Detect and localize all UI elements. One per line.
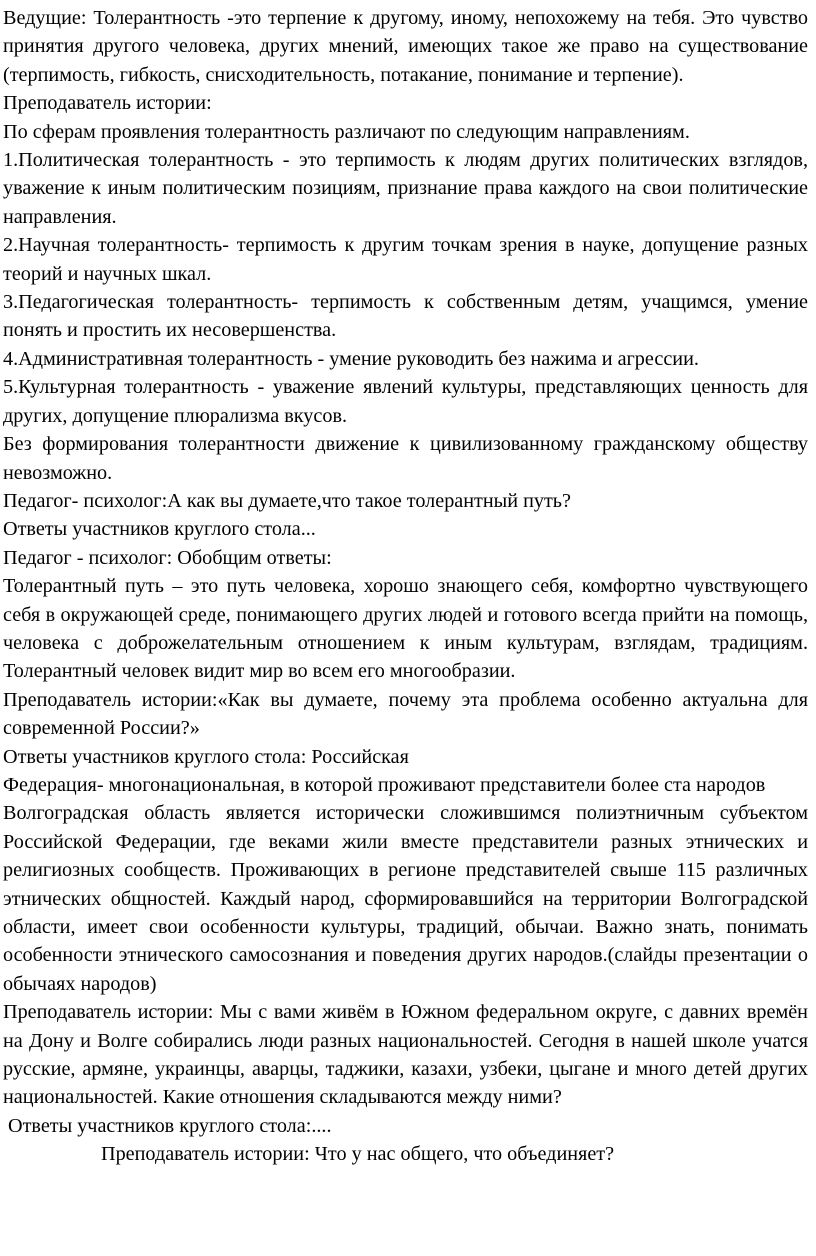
paragraph-southern-district: Преподаватель истории: Мы с вами живём в Южном федеральном округе, с давних времён на Дону и Волге собирались люди разных национальностей. Сегодня в нашей школе учатся русские, армяне, украинцы, аварцы, таджики, казахи, узбеки, цыгане и много детей других национальностей. Какие отношения складываются между ними? xyxy=(3,1001,808,1109)
paragraph-administrative-tolerance: 4.Административная толерантность - умение руководить без нажима и агрессии. xyxy=(3,347,699,370)
paragraph-psychologist-summary: Педагог - психолог: Обобщим ответы: xyxy=(3,546,332,569)
paragraph-history-teacher-label: Преподаватель истории: xyxy=(3,92,212,115)
paragraph-federation-multinational: Федерация- многонациональная, в которой проживают представители более ста народов xyxy=(3,773,766,796)
paragraph-history-teacher-question: Преподаватель истории:«Как вы думаете, почему эта проблема особенно актуальна для современной России?» xyxy=(3,688,808,740)
paragraph-civil-society: Без формирования толерантности движение к цивилизованному гражданскому обществу невозможно. xyxy=(3,433,808,484)
paragraph-roundtable-answers-2: Ответы участников круглого стола: Российская xyxy=(3,745,409,768)
paragraph-psychologist-question: Педагог- психолог:А как вы думаете,что такое толерантный путь? xyxy=(3,489,571,512)
paragraph-spheres-intro: По сферам проявления толерантность различают по следующим направлениям. xyxy=(3,120,690,143)
paragraph-roundtable-answers-3: Ответы участников круглого стола:.... xyxy=(8,1114,332,1137)
paragraph-tolerance-definition: Ведущие: Толерантность -это терпение к другому, иному, непохожему на тебя. Это чувство принятия другого человека, других мнений, имеющих такое же право на существование (терпимость, гибкость, снисходительность, потакание, понимание и терпение). xyxy=(3,7,808,86)
paragraph-tolerant-path: Толерантный путь – это путь человека, хорошо знающего себя, комфортно чувствующего себя в окружающей среде, понимающего других людей и готового всегда прийти на помощь, человека с доброжелательным отношением к иным культурам, взглядам, традициям. Толерантный человек видит мир во всем его многообразии. xyxy=(3,575,808,683)
paragraph-political-tolerance: 1.Политическая толерантность - это терпимость к людям других политических взглядов, уважение к иным политическим позициям, признание права каждого на свои политические направления. xyxy=(3,149,808,228)
paragraph-pedagogical-tolerance: 3.Педагогическая толерантность- терпимость к собственным детям, учащимся, умение понять и простить их несовершенства. xyxy=(3,291,808,342)
paragraph-what-unites: Преподаватель истории: Что у нас общего, что объединяет? xyxy=(101,1143,615,1166)
paragraph-scientific-tolerance: 2.Научная толерантность- терпимость к другим точкам зрения в науке, допущение разных теорий и научных шкал. xyxy=(3,234,808,285)
paragraph-roundtable-answers-1: Ответы участников круглого стола... xyxy=(3,518,316,541)
paragraph-cultural-tolerance: 5.Культурная толерантность - уважение явлений культуры, представляющих ценность для других, допущение плюрализма вкусов. xyxy=(3,376,808,427)
paragraph-volgograd-region: Волгоградская область является исторически сложившимся полиэтничным субъектом Российской Федерации, где веками жили вместе представители разных этнических и религиозных сообществ. Проживающих в регионе представителей свыше 115 различных этнических общностей. Каждый народ, сформировавшийся на территории Волгоградской области, имеет свои особенности культуры, традиций, обычаи. Важно знать, понимать особенности этнического самосознания и поведения других народов.(слайды презентации о обычаях народов) xyxy=(3,802,808,995)
